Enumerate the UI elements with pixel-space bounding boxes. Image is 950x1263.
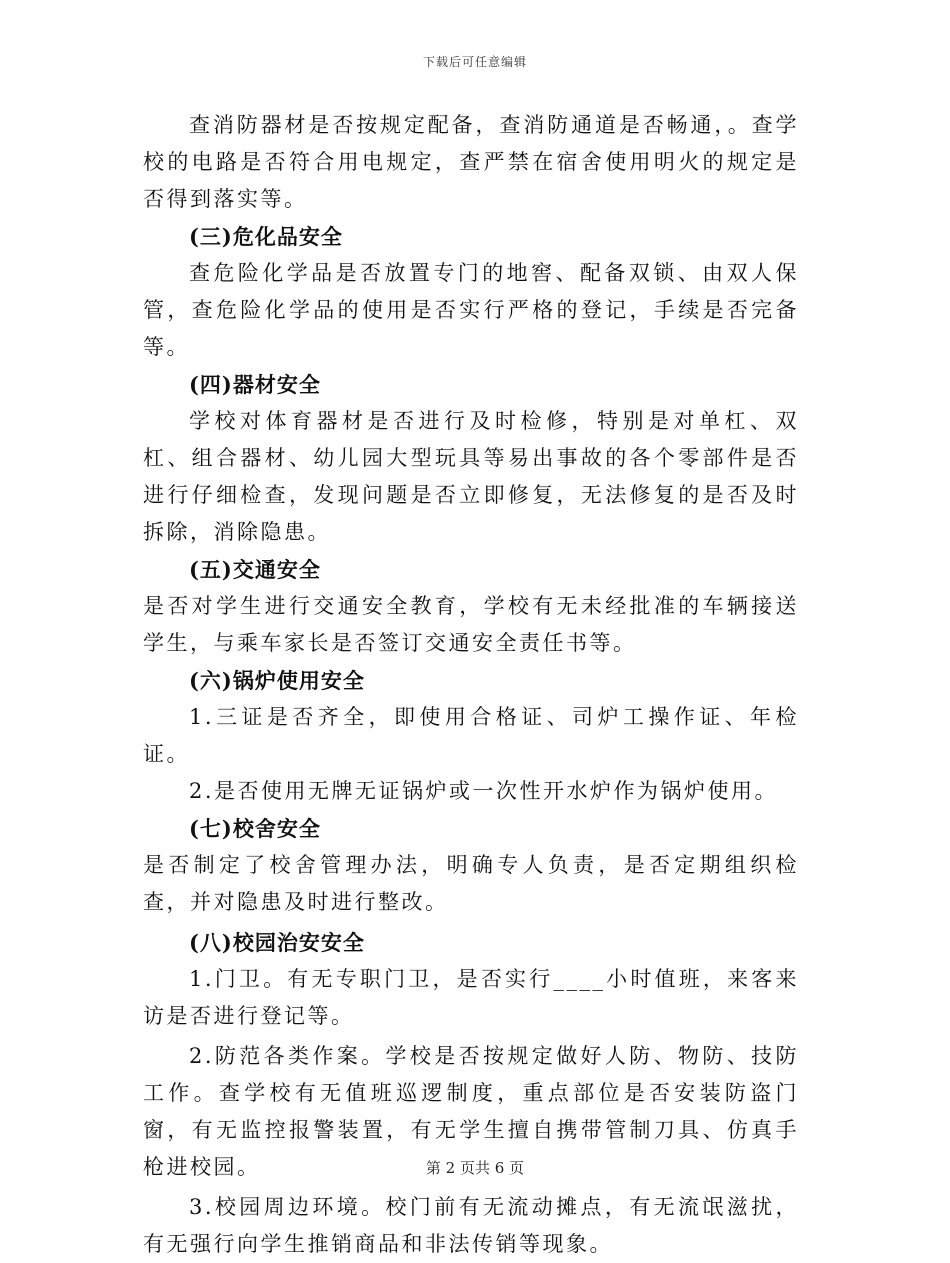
list-item-security-3: 3.校园周边环境。校门前有无流动摊点，有无流氓滋扰，有无强行向学生推销商品和非法传销等现象。 <box>143 1195 799 1256</box>
paragraph-hazardous-chemicals: 查危险化学品是否放置专门的地窖、配备双锁、由双人保管，查危险化学品的使用是否实行严格的登记，手续是否完备等。 <box>143 261 799 359</box>
heading-equipment-safety: (四)器材安全 <box>189 372 321 397</box>
paragraph-building-safety: 是否制定了校舍管理办法，明确专人负责，是否定期组织检查，并对隐患及时进行整改。 <box>143 853 799 914</box>
list-item-boiler-2: 2.是否使用无牌无证锅炉或一次性开水炉作为锅炉使用。 <box>189 779 779 803</box>
heading-building-safety: (七)校舍安全 <box>189 816 321 841</box>
paragraph-traffic-safety: 是否对学生进行交通安全教育，学校有无未经批准的车辆接送学生，与乘车家长是否签订交通安全责任书等。 <box>143 594 799 655</box>
paragraph-equipment-safety: 学校对体育器材是否进行及时检修，特别是对单杠、双杠、组合器材、幼儿园大型玩具等易出事故的各个零部件是否进行仔细检查，发现问题是否立即修复，无法修复的是否及时拆除，消除隐患。 <box>143 409 799 544</box>
list-item-boiler-1: 1.三证是否齐全，即使用合格证、司炉工操作证、年检证。 <box>143 705 799 766</box>
page-footer: 第 2 页共 6 页 <box>425 1159 525 1177</box>
paragraph-fire-electric: 查消防器材是否按规定配备，查消防通道是否畅通，。查学校的电路是否符合用电规定，查严禁在宿舍使用明火的规定是否得到落实等。 <box>143 113 799 211</box>
page-header: 下载后可任意编辑 <box>422 55 527 69</box>
heading-hazardous-chemicals: (三)危化品安全 <box>189 224 343 249</box>
heading-boiler-safety: (六)锅炉使用安全 <box>189 668 365 693</box>
heading-campus-security: (八)校园治安安全 <box>189 930 365 955</box>
list-item-security-1: 1.门卫。有无专职门卫，是否实行____小时值班，来客来访是否进行登记等。 <box>143 967 799 1028</box>
document-body <box>143 107 799 1263</box>
heading-traffic-safety: (五)交通安全 <box>189 557 321 582</box>
list-item-security-2: 2.防范各类作案。学校是否按规定做好人防、物防、技防工作。查学校有无值班巡逻制度，重点部位是否安装防盗门窗，有无监控报警装置，有无学生擅自携带管制刀具、仿真手枪进校园。 <box>143 1044 799 1179</box>
